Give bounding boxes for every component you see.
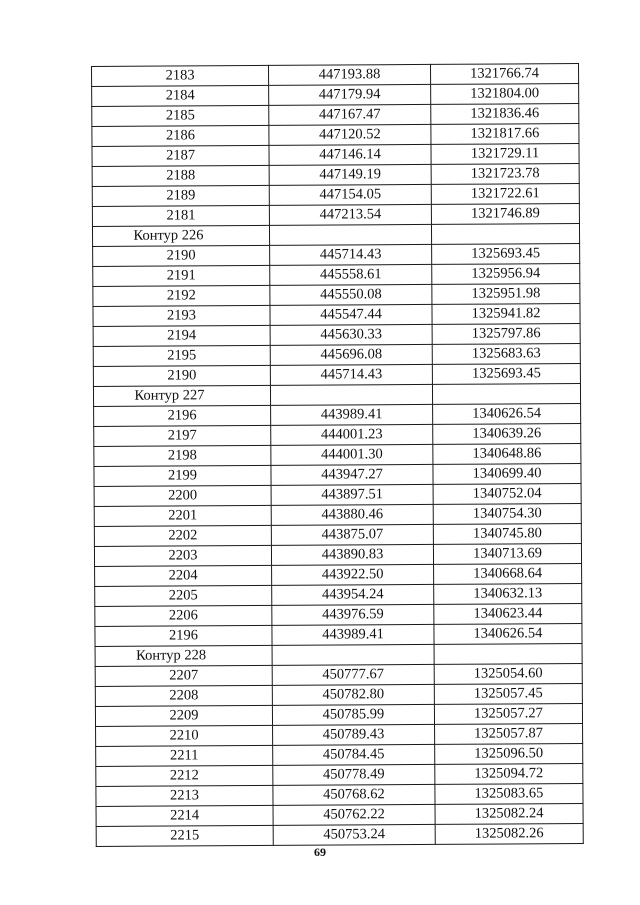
point-id-cell: 2189: [92, 185, 269, 206]
point-id-cell: 2210: [96, 725, 273, 746]
point-id-cell: 2209: [95, 705, 272, 726]
y-coordinate-cell: 1325094.72: [435, 764, 583, 785]
table-row: [93, 344, 580, 367]
point-id-cell: 2184: [92, 85, 269, 106]
table-row: [94, 524, 581, 547]
y-coordinate-cell: 1325693.45: [432, 364, 580, 385]
table-row: [94, 544, 581, 567]
table-row: [94, 504, 581, 527]
y-coordinate-cell: 1340648.86: [433, 444, 581, 465]
point-id-cell: 2211: [96, 745, 273, 766]
x-coordinate-cell: 445630.33: [270, 324, 432, 345]
x-coordinate-cell: 450768.62: [273, 784, 435, 805]
table-row: [94, 424, 581, 447]
point-id-cell: 2214: [96, 805, 273, 826]
contour-label: Контур 226: [92, 225, 269, 246]
y-coordinate-cell: 1325082.26: [435, 824, 583, 845]
x-coordinate-cell: 445558.61: [270, 264, 432, 285]
table-row: [92, 84, 579, 107]
y-coordinate-cell: 1340752.04: [433, 484, 581, 505]
point-id-cell: 2208: [95, 685, 272, 706]
empty-cell: [272, 644, 434, 665]
y-coordinate-cell: 1325956.94: [432, 264, 580, 285]
y-coordinate-cell: 1340632.13: [434, 584, 582, 605]
point-id-cell: 2204: [95, 565, 272, 586]
x-coordinate-cell: 445547.44: [270, 304, 432, 325]
table-row: [92, 184, 579, 207]
point-id-cell: 2196: [95, 625, 272, 646]
table-row: [95, 564, 582, 587]
x-coordinate-cell: 443947.27: [271, 464, 433, 485]
x-coordinate-cell: 445714.43: [270, 244, 432, 265]
y-coordinate-cell: 1340639.26: [433, 424, 581, 445]
x-coordinate-cell: 447149.19: [269, 164, 431, 185]
contour-label: Контур 228: [95, 645, 272, 666]
empty-cell: [269, 224, 431, 245]
y-coordinate-cell: 1340699.40: [433, 464, 581, 485]
y-coordinate-cell: 1325057.45: [434, 684, 582, 705]
point-id-cell: 2186: [92, 125, 269, 146]
table-row: [93, 324, 580, 347]
x-coordinate-cell: 450762.22: [273, 804, 435, 825]
point-id-cell: 2206: [95, 605, 272, 626]
point-id-cell: 2191: [93, 265, 270, 286]
y-coordinate-cell: 1321746.89: [431, 204, 579, 225]
point-id-cell: 2199: [94, 465, 271, 486]
point-id-cell: 2196: [94, 405, 271, 426]
table-row: [96, 724, 583, 747]
y-coordinate-cell: 1321766.74: [430, 64, 578, 85]
x-coordinate-cell: 443890.83: [271, 544, 433, 565]
point-id-cell: 2190: [93, 365, 270, 386]
x-coordinate-cell: 445696.08: [270, 344, 432, 365]
y-coordinate-cell: 1321817.66: [431, 124, 579, 145]
table-row: [96, 804, 583, 827]
x-coordinate-cell: 447146.14: [269, 144, 431, 165]
table-row: [95, 624, 582, 647]
y-coordinate-cell: 1340754.30: [433, 504, 581, 525]
x-coordinate-cell: 450778.49: [273, 764, 435, 785]
point-id-cell: 2193: [93, 305, 270, 326]
table-row: [92, 164, 579, 187]
x-coordinate-cell: 447193.88: [268, 64, 430, 85]
empty-cell: [431, 224, 579, 245]
table-row: [92, 64, 579, 87]
y-coordinate-cell: 1321804.00: [431, 84, 579, 105]
point-id-cell: 2185: [92, 105, 269, 126]
point-id-cell: 2212: [96, 765, 273, 786]
x-coordinate-cell: 444001.23: [271, 424, 433, 445]
point-id-cell: 2192: [93, 285, 270, 306]
point-id-cell: 2187: [92, 145, 269, 166]
point-id-cell: 2202: [94, 525, 271, 546]
table-row: [93, 284, 580, 307]
x-coordinate-cell: 444001.30: [271, 444, 433, 465]
y-coordinate-cell: 1340713.69: [433, 544, 581, 565]
x-coordinate-cell: 450777.67: [272, 664, 434, 685]
point-id-cell: 2183: [92, 65, 269, 86]
table-row: [95, 604, 582, 627]
point-id-cell: 2213: [96, 785, 273, 806]
y-coordinate-cell: 1321722.61: [431, 184, 579, 205]
y-coordinate-cell: 1340626.54: [433, 404, 581, 425]
contour-label: Контур 227: [93, 385, 270, 406]
y-coordinate-cell: 1325057.87: [435, 724, 583, 745]
table-row: [93, 244, 580, 267]
point-id-cell: 2198: [94, 445, 271, 466]
y-coordinate-cell: 1321729.11: [431, 144, 579, 165]
table-row: [92, 204, 579, 227]
x-coordinate-cell: 443922.50: [272, 564, 434, 585]
table-row: [93, 264, 580, 287]
y-coordinate-cell: 1340623.44: [434, 604, 582, 625]
x-coordinate-cell: 450782.80: [272, 684, 434, 705]
point-id-cell: 2215: [96, 825, 273, 846]
point-id-cell: 2194: [93, 325, 270, 346]
table-row: [95, 664, 582, 687]
x-coordinate-cell: 450753.24: [273, 824, 435, 845]
x-coordinate-cell: 443954.24: [272, 584, 434, 605]
table-row: [96, 784, 583, 807]
coordinates-table-body: [92, 64, 584, 847]
y-coordinate-cell: 1325083.65: [435, 784, 583, 805]
table-row: [94, 444, 581, 467]
x-coordinate-cell: 443976.59: [272, 604, 434, 625]
y-coordinate-cell: 1321836.46: [431, 104, 579, 125]
table-row: [94, 404, 581, 427]
table-row: [92, 104, 579, 127]
x-coordinate-cell: 447167.47: [269, 104, 431, 125]
point-id-cell: 2201: [94, 505, 271, 526]
x-coordinate-cell: 447154.05: [269, 184, 431, 205]
table-row: [93, 364, 580, 387]
x-coordinate-cell: 443989.41: [271, 404, 433, 425]
table-row: [95, 704, 582, 727]
table-row: [96, 764, 583, 787]
table-row: [96, 744, 583, 767]
table-row: [93, 304, 580, 327]
point-id-cell: 2181: [92, 205, 269, 226]
x-coordinate-cell: 450784.45: [273, 744, 435, 765]
y-coordinate-cell: 1325057.27: [434, 704, 582, 725]
table-row: [95, 584, 582, 607]
point-id-cell: 2205: [95, 585, 272, 606]
y-coordinate-cell: 1340626.54: [434, 624, 582, 645]
x-coordinate-cell: 443880.46: [271, 504, 433, 525]
y-coordinate-cell: 1325941.82: [432, 304, 580, 325]
table-row: [92, 144, 579, 167]
table-row: [92, 124, 579, 147]
x-coordinate-cell: 450789.43: [273, 724, 435, 745]
table-row: [94, 484, 581, 507]
empty-cell: [432, 384, 580, 405]
y-coordinate-cell: 1340668.64: [434, 564, 582, 585]
x-coordinate-cell: 447213.54: [269, 204, 431, 225]
point-id-cell: 2200: [94, 485, 271, 506]
table-row: [94, 464, 581, 487]
table-row: [96, 824, 583, 847]
x-coordinate-cell: 447120.52: [269, 124, 431, 145]
y-coordinate-cell: 1325096.50: [435, 744, 583, 765]
y-coordinate-cell: 1325683.63: [432, 344, 580, 365]
empty-cell: [434, 644, 582, 665]
x-coordinate-cell: 445714.43: [270, 364, 432, 385]
y-coordinate-cell: 1325693.45: [432, 244, 580, 265]
x-coordinate-cell: 450785.99: [272, 704, 434, 725]
y-coordinate-cell: 1321723.78: [431, 164, 579, 185]
coordinates-table: [91, 63, 584, 847]
y-coordinate-cell: 1325797.86: [432, 324, 580, 345]
point-id-cell: 2207: [95, 665, 272, 686]
point-id-cell: 2197: [94, 425, 271, 446]
y-coordinate-cell: 1325951.98: [432, 284, 580, 305]
y-coordinate-cell: 1340745.80: [433, 524, 581, 545]
point-id-cell: 2203: [94, 545, 271, 566]
table-row: [95, 684, 582, 707]
y-coordinate-cell: 1325054.60: [434, 664, 582, 685]
point-id-cell: 2188: [92, 165, 269, 186]
empty-cell: [270, 384, 432, 405]
x-coordinate-cell: 443897.51: [271, 484, 433, 505]
x-coordinate-cell: 445550.08: [270, 284, 432, 305]
y-coordinate-cell: 1325082.24: [435, 804, 583, 825]
page-number: 69: [314, 845, 326, 859]
x-coordinate-cell: 443875.07: [271, 524, 433, 545]
x-coordinate-cell: 443989.41: [272, 624, 434, 645]
point-id-cell: 2195: [93, 345, 270, 366]
x-coordinate-cell: 447179.94: [269, 84, 431, 105]
point-id-cell: 2190: [93, 245, 270, 266]
